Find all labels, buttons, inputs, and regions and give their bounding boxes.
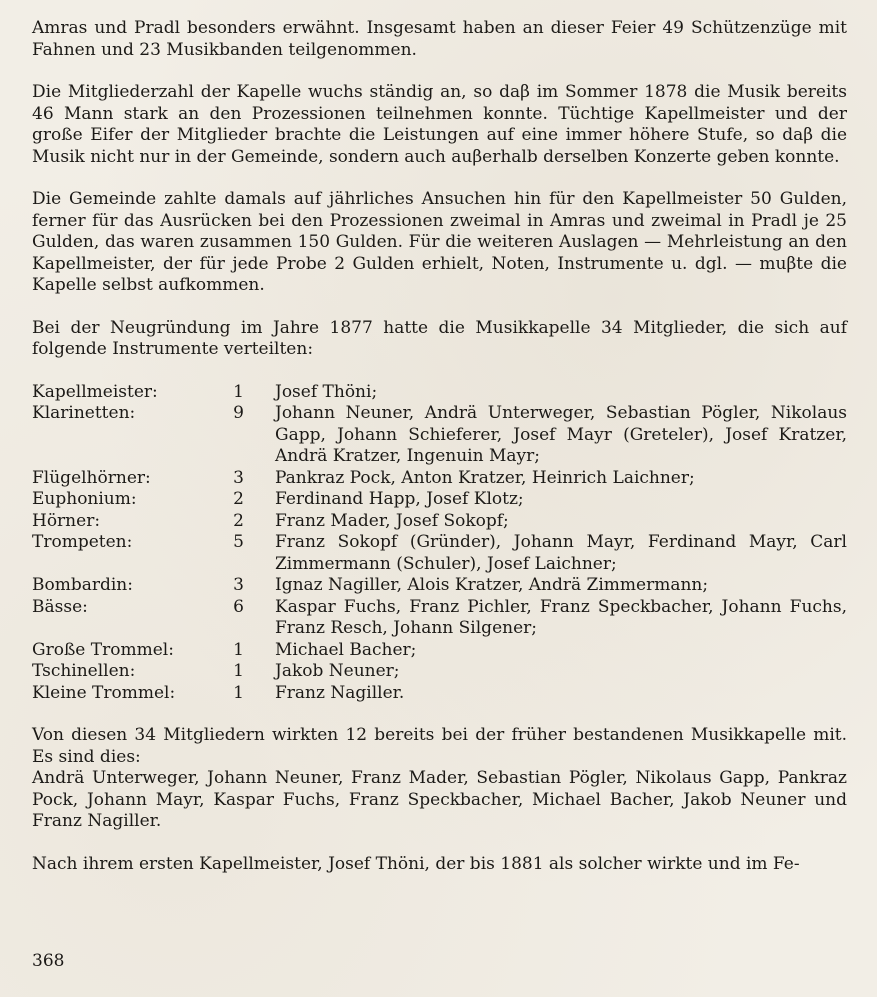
- instrument-row: [32, 511, 847, 533]
- paragraph-2: Die Mitgliederzahl der Kapelle wuchs ständig an, so daβ im Sommer 1878 die Musik bereits 46 Mann stark an den Prozessionen teilnehmen konnte. Tüchtige Kapellmeister und der große Eifer der Mitglieder brachte die Leistungen auf eine immer höhere Stufe, so daβ die Musik nicht nur in der Gemeinde, sondern auch auβerhalb derselben Konzerte geben konnte.: [32, 82, 847, 167]
- spacer: [32, 704, 847, 725]
- instrument-row: [32, 468, 847, 490]
- instrument-members: Jakob Neuner;: [275, 661, 400, 681]
- instrument-name: Kleine Trommel:: [32, 682, 176, 703]
- instrument-row: [32, 532, 847, 575]
- paragraph-4: Bei der Neugründung im Jahre 1877 hatte die Musikkapelle 34 Mitglieder, die sich auf folgende Instrumente verteilten:: [32, 317, 847, 359]
- instrument-count: 1: [233, 639, 244, 660]
- instrument-count: 1: [233, 682, 244, 703]
- instrument-count: 5: [233, 532, 244, 552]
- paragraph-3: Die Gemeinde zahlte damals auf jährliches Ansuchen hin für den Kapellmeister 50 Gulden, ferner für das Ausrücken bei den Prozessionen zweimal in Amras und zweimal in Pradl je 25 Gulden, das waren zusammen 150 Gulden. Für die weiteren Auslagen — Mehrleistung an den Kapellmeister, der für jede Probe 2 Gulden erhielt, Noten, Instrumente u. dgl. — muβte die Kapelle selbst aufkommen.: [32, 189, 847, 295]
- instrument-members: Franz Mader, Josef Sokopf;: [275, 510, 509, 531]
- instrument-row: [32, 597, 847, 640]
- instrument-name: Hörner:: [32, 510, 101, 531]
- page-content: [32, 18, 847, 875]
- instrument-name: Bombardin:: [32, 575, 133, 595]
- instrument-count: 2: [233, 510, 244, 531]
- instrument-count: 3: [233, 467, 244, 488]
- instrument-name: Kapellmeister:: [32, 381, 158, 402]
- instrument-members: Josef Thöni;: [275, 381, 378, 402]
- instrument-members: Franz Sokopf (Gründer), Johann Mayr, Ferdinand Mayr, Carl Zimmermann (Schuler), Josef Laichner;: [275, 532, 847, 574]
- instrument-members: Franz Nagiller.: [275, 682, 405, 703]
- instrument-members: Ignaz Nagiller, Alois Kratzer, Andrä Zimmermann;: [275, 575, 709, 595]
- instrument-table: [32, 382, 847, 705]
- instrument-row: [32, 661, 847, 683]
- instrument-count: 9: [233, 403, 244, 423]
- instrument-name: Euphonium:: [32, 489, 137, 509]
- paragraph-1: Amras und Pradl besonders erwähnt. Insgesamt haben an dieser Feier 49 Schützenzüge mit Fahnen und 23 Musikbanden teilgenommen.: [32, 18, 847, 60]
- instrument-members: Johann Neuner, Andrä Unterweger, Sebastian Pögler, Nikolaus Gapp, Johann Schieferer, Josef Mayr (Greteler), Josef Kratzer, Andrä Kratzer, Ingenuin Mayr;: [275, 403, 847, 466]
- spacer: [32, 168, 847, 189]
- instrument-count: 2: [233, 489, 244, 509]
- paragraph-7: Nach ihrem ersten Kapellmeister, Josef Thöni, der bis 1881 als solcher wirkte und im Fe-: [32, 853, 800, 874]
- instrument-row: [32, 575, 847, 597]
- spacer: [32, 361, 847, 382]
- paragraph-6: Andrä Unterweger, Johann Neuner, Franz Mader, Sebastian Pögler, Nikolaus Gapp, Pankraz Pock, Johann Mayr, Kaspar Fuchs, Franz Speckbacher, Michael Bacher, Jakob Neuner und Franz Nagiller.: [32, 768, 847, 831]
- instrument-count: 1: [233, 381, 244, 402]
- instrument-members: Ferdinand Happ, Josef Klotz;: [275, 489, 524, 509]
- instrument-count: 6: [233, 596, 244, 617]
- instrument-name: Flügelhörner:: [32, 467, 151, 488]
- instrument-row: [32, 403, 847, 468]
- page-number: 368: [32, 951, 65, 971]
- instrument-name: Bässe:: [32, 596, 88, 617]
- instrument-members: Michael Bacher;: [275, 639, 417, 660]
- instrument-members: Pankraz Pock, Anton Kratzer, Heinrich Laichner;: [275, 467, 695, 488]
- spacer: [32, 297, 847, 318]
- instrument-members: Kaspar Fuchs, Franz Pichler, Franz Speckbacher, Johann Fuchs, Franz Resch, Johann Silgener;: [275, 596, 847, 638]
- instrument-name: Trompeten:: [32, 532, 133, 552]
- spacer: [32, 61, 847, 82]
- instrument-count: 1: [233, 661, 244, 681]
- instrument-name: Große Trommel:: [32, 639, 174, 660]
- spacer: [32, 833, 847, 854]
- paragraph-5: Von diesen 34 Mitgliedern wirkten 12 bereits bei der früher bestandenen Musikkapelle mit. Es sind dies:: [32, 725, 847, 767]
- instrument-count: 3: [233, 575, 244, 595]
- instrument-name: Klarinetten:: [32, 403, 136, 423]
- instrument-row: [32, 640, 847, 662]
- instrument-row: [32, 489, 847, 511]
- instrument-row: [32, 382, 847, 404]
- instrument-name: Tschinellen:: [32, 661, 136, 681]
- instrument-row: [32, 683, 847, 705]
